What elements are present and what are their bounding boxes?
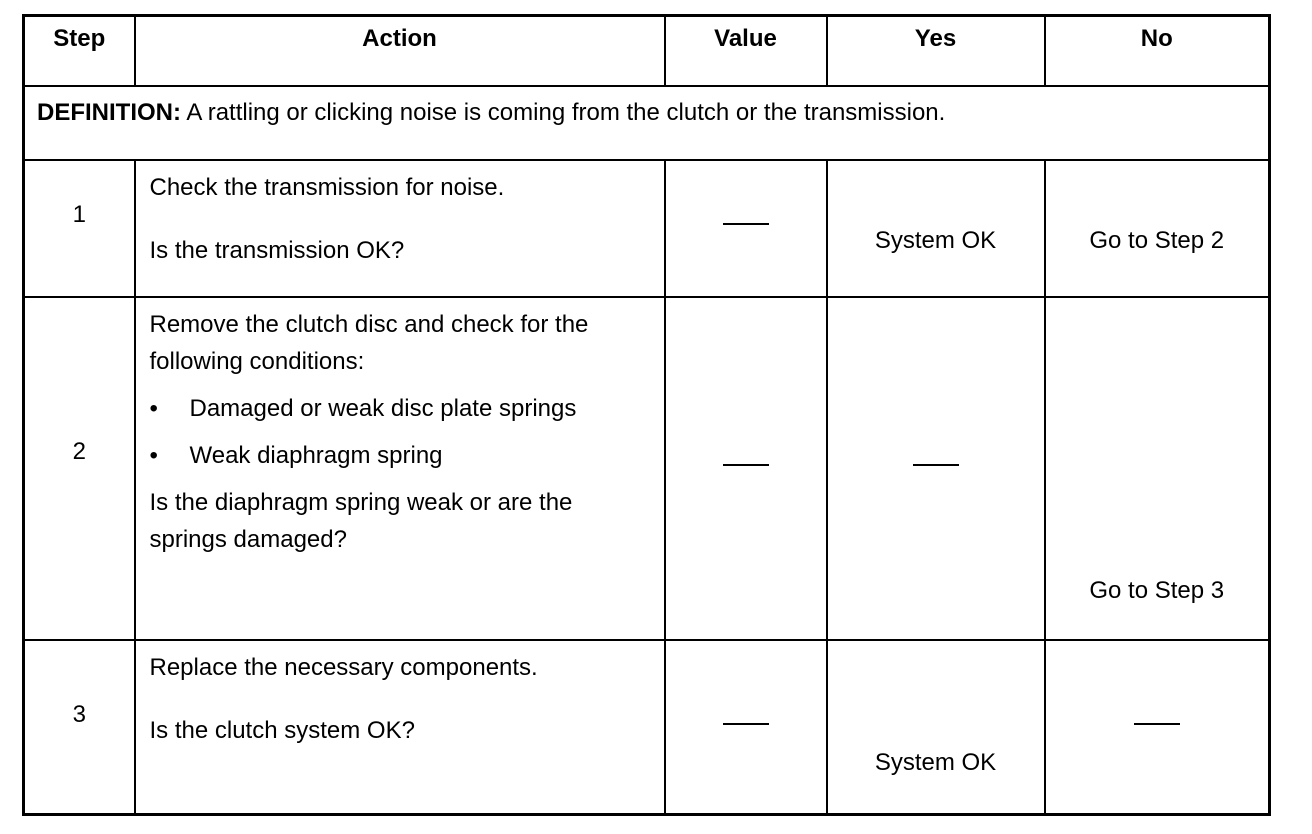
header-step: Step — [24, 16, 135, 86]
yes-result: System OK — [874, 227, 997, 255]
table-row — [24, 160, 1270, 297]
value-cell — [665, 297, 827, 640]
table-row — [24, 297, 1270, 640]
diagnostic-table — [22, 14, 1271, 816]
action-instruction: Replace the necessary components. — [149, 653, 538, 681]
list-item: • Damaged or weak disc plate springs — [150, 390, 650, 427]
action-cell — [135, 640, 665, 815]
bullet-marker: • — [149, 441, 158, 469]
header-row — [24, 16, 1270, 86]
header-value: Value — [665, 16, 827, 86]
no-cell — [1045, 297, 1270, 640]
action-question: Is the clutch system OK? — [149, 716, 415, 744]
action-cell — [135, 297, 665, 640]
header-no: No — [1045, 16, 1270, 86]
step-number: 3 — [72, 700, 86, 728]
action-instruction: Remove the clutch disc and check for the following conditions: — [149, 310, 589, 375]
yes-cell — [827, 160, 1045, 297]
action-instruction: Check the transmission for noise. — [149, 174, 505, 202]
definition-text: A rattling or clicking noise is coming from the clutch or the transmission. — [181, 98, 946, 126]
definition-row — [24, 86, 1270, 160]
value-dash — [723, 723, 769, 725]
no-result: Go to Step 2 — [1089, 227, 1225, 255]
step-cell — [24, 160, 135, 297]
yes-cell — [827, 640, 1045, 815]
definition-cell — [24, 86, 1270, 160]
value-cell — [665, 160, 827, 297]
header-yes: Yes — [827, 16, 1045, 86]
condition-list — [150, 390, 650, 474]
step-number: 1 — [72, 201, 86, 229]
value-dash — [723, 223, 769, 225]
list-item: • Weak diaphragm spring — [150, 437, 650, 474]
table-row — [24, 640, 1270, 815]
yes-dash — [913, 464, 959, 466]
action-question: Is the transmission OK? — [149, 237, 405, 265]
no-cell — [1045, 640, 1270, 815]
header-action: Action — [135, 16, 665, 86]
no-cell — [1045, 160, 1270, 297]
step-number: 2 — [72, 437, 86, 465]
bullet-marker: • — [149, 394, 158, 422]
action-cell — [135, 160, 665, 297]
yes-cell — [827, 297, 1045, 640]
definition-label: DEFINITION: — [37, 98, 181, 126]
no-dash — [1134, 723, 1180, 725]
no-result: Go to Step 3 — [1089, 576, 1225, 604]
step-cell — [24, 640, 135, 815]
value-cell — [665, 640, 827, 815]
yes-result: System OK — [874, 749, 997, 776]
step-cell — [24, 297, 135, 640]
action-question: Is the diaphragm spring weak or are the springs damaged? — [149, 488, 573, 553]
value-dash — [723, 464, 769, 466]
